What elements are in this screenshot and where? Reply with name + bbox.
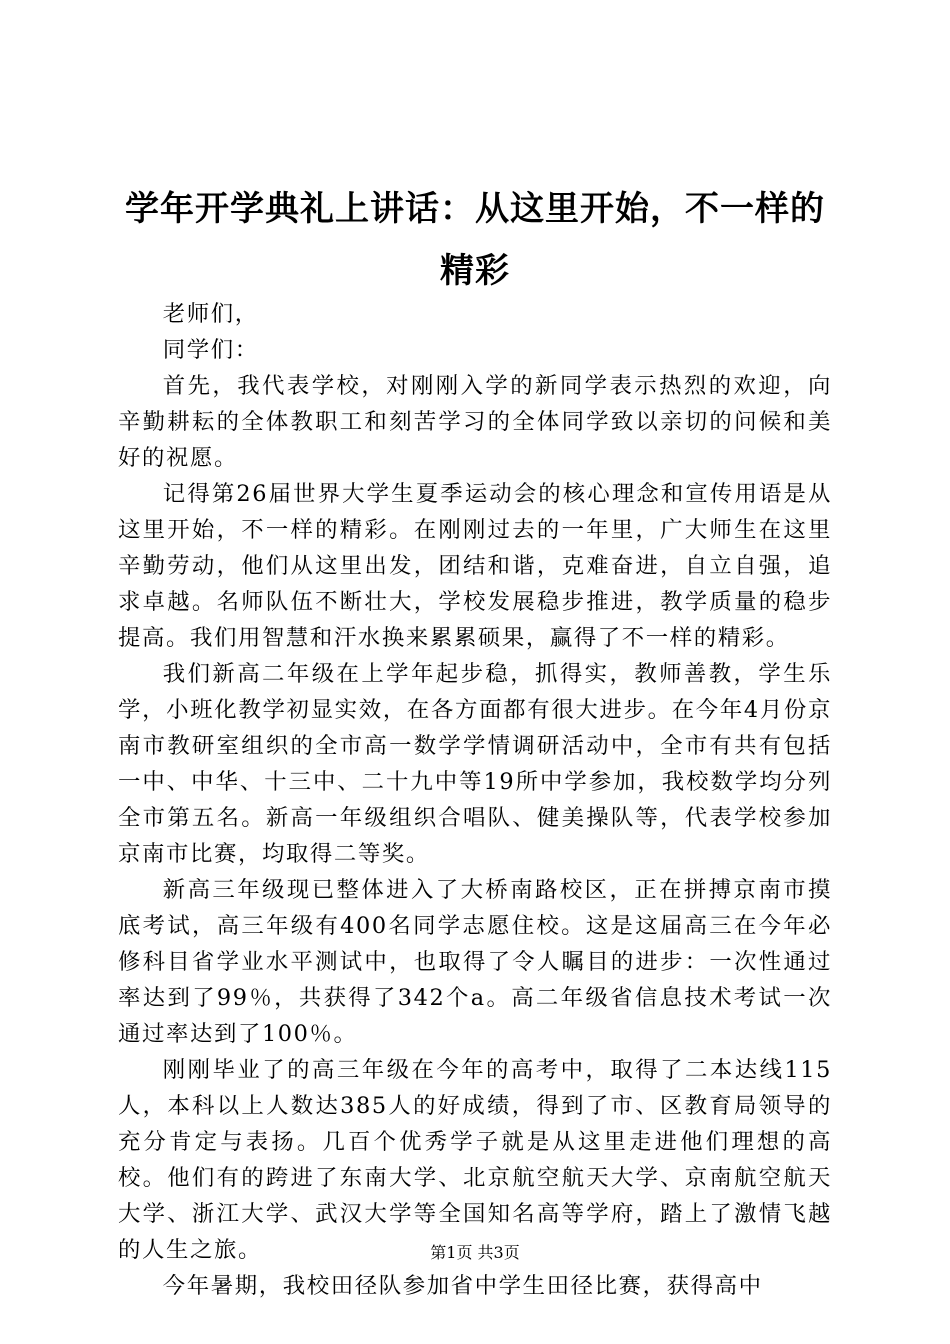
document-title: 学年开学典礼上讲话：从这里开始，不一样的精彩 — [125, 189, 825, 291]
salutation-teachers: 老师们， — [162, 301, 259, 327]
paragraph-summer: 今年暑期，我校田径队参加省中学生田径比赛，获得高中 — [162, 1273, 763, 1299]
page-number-footer: 第1页 共3页 — [430, 1243, 520, 1262]
document-body — [118, 296, 832, 1304]
paragraph-graduates: 刚刚毕业了的高三年级在今年的高考中，取得了二本达线115人，本科以上人数达385人的好成绩，得到了市、区教育局领导的充分肯定与表扬。几百个优秀学子就是从这里走进他们理想的高校。他们有的跨进了东南大学、北京航空航天大学、京南航空航天大学、浙江大学、武汉大学等全国知名高等学府，踏上了激情飞越的人生之旅。 — [118, 1057, 832, 1263]
paragraph-universiade: 记得第26届世界大学生夏季运动会的核心理念和宣传用语是从这里开始，不一样的精彩。在刚刚过去的一年里，广大师生在这里辛勤劳动，他们从这里出发，团结和谐，克难奋进，自立自强，追求卓越。名师队伍不断壮大，学校发展稳步推进，教学质量的稳步提高。我们用智慧和汗水换来累累硕果，赢得了不一样的精彩。 — [118, 481, 832, 651]
paragraph-grade-two: 我们新高二年级在上学年起步稳，抓得实，教师善教，学生乐学，小班化教学初显实效，在各方面都有很大进步。在今年4月份京南市教研室组织的全市高一数学学情调研活动中，全市有共有包括一中、中华、十三中、二十九中等19所中学参加，我校数学均分列全市第五名。新高一年级组织合唱队、健美操队等，代表学校参加京南市比赛，均取得二等奖。 — [118, 661, 832, 867]
paragraph-grade-three: 新高三年级现已整体进入了大桥南路校区，正在拼搏京南市摸底考试，高三年级有400名同学志愿住校。这是这届高三在今年必修科目省学业水平测试中，也取得了令人瞩目的进步：一次性通过率达到了99％，共获得了342个a。高二年级省信息技术考试一次通过率达到了100％。 — [118, 877, 832, 1047]
paragraph-welcome: 首先，我代表学校，对刚刚入学的新同学表示热烈的欢迎，向辛勤耕耘的全体教职工和刻苦学习的全体同学致以亲切的问候和美好的祝愿。 — [118, 373, 832, 471]
salutation-students: 同学们： — [162, 337, 259, 363]
